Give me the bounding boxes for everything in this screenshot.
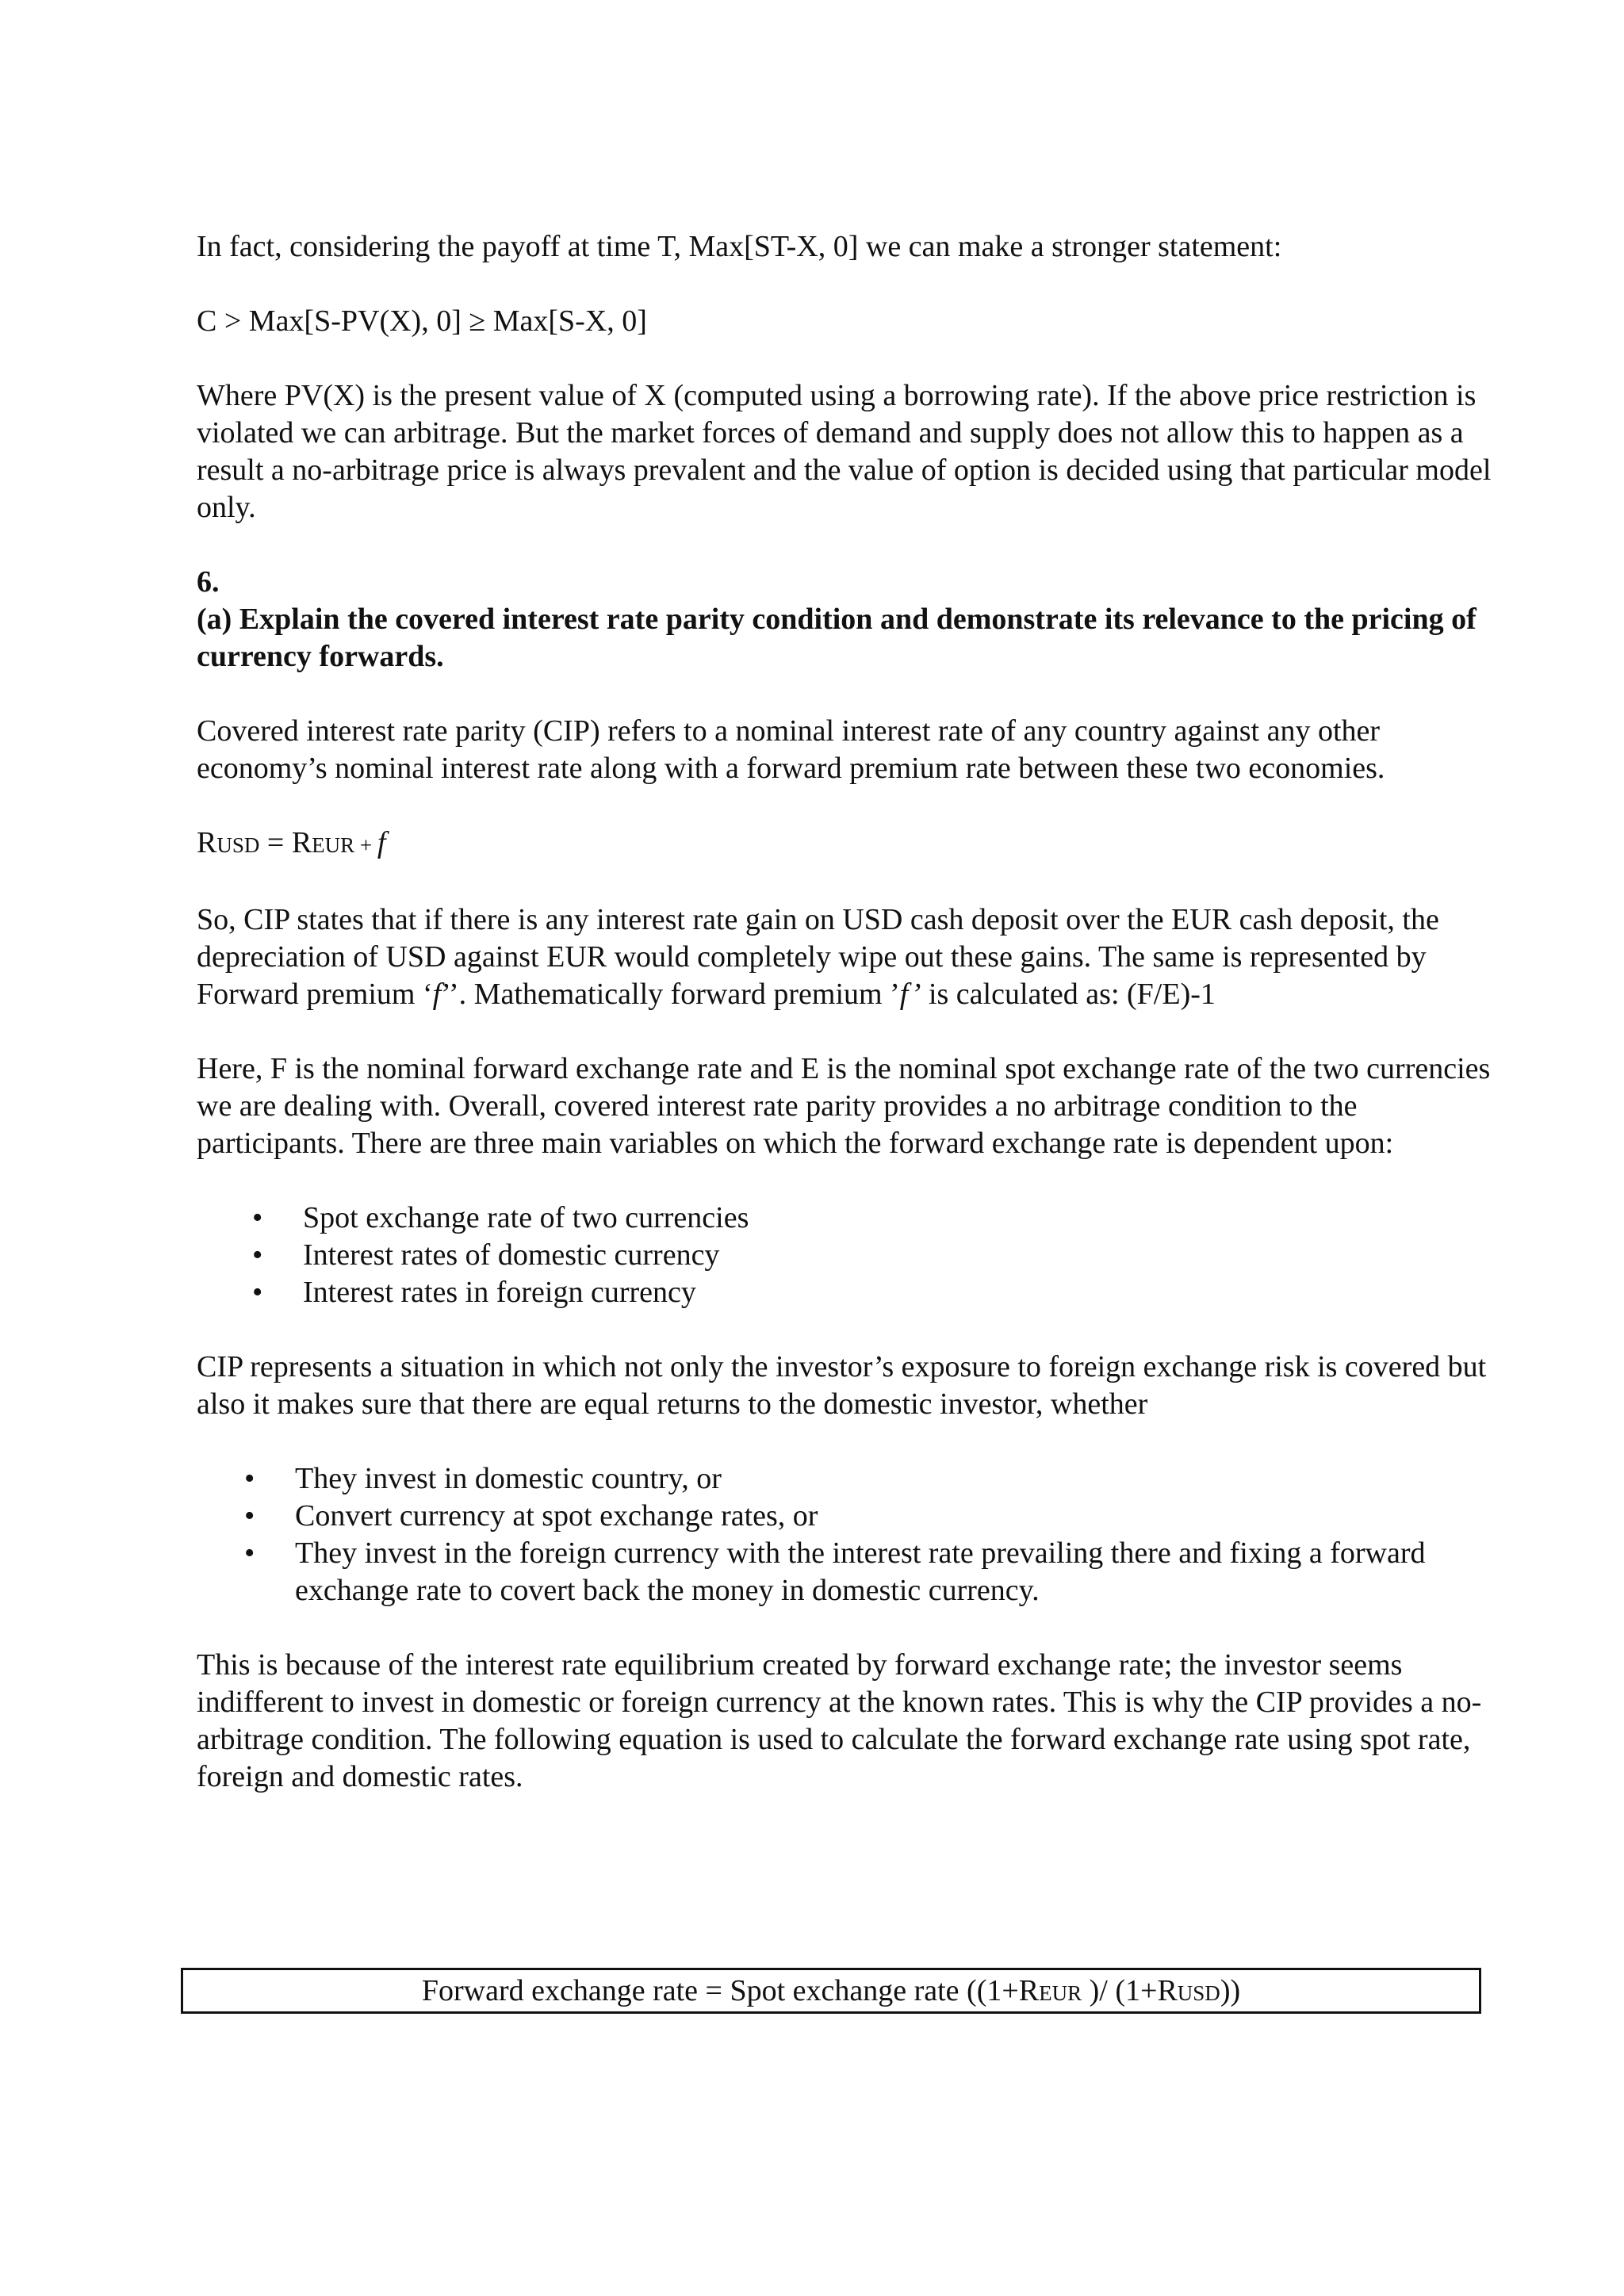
p5-f2: f’	[899, 978, 921, 1011]
paragraph-cip-situation: CIP represents a situation in which not only the investor’s exposure to foreign exchange risk is covered but also it makes sure that there are equal returns to the domestic investor, whether	[197, 1350, 1487, 1421]
list-item	[197, 1200, 1497, 1237]
bullet-icon: •	[244, 1462, 255, 1495]
list-item	[197, 1237, 1497, 1274]
forward-rate-formula-box	[181, 1968, 1481, 2014]
eq-f: f	[377, 826, 386, 859]
formula-sub-usd: USD	[1177, 1981, 1220, 2005]
question-heading: (a) Explain the covered interest rate parity condition and demonstrate its relevance to the pricing of currency forwards.	[197, 603, 1477, 673]
variables-list	[197, 1200, 1497, 1311]
bullet-icon: •	[244, 1536, 255, 1570]
bullet-icon: •	[244, 1499, 255, 1533]
eq-equals: =	[259, 826, 292, 859]
p5-part2: ’’. Mathematically forward premium ’	[441, 978, 900, 1011]
list-item	[197, 1460, 1497, 1498]
document-page	[197, 228, 1497, 1833]
equation-cip	[197, 825, 1497, 864]
eq-plus: +	[354, 833, 377, 857]
bullet-icon: •	[252, 1276, 263, 1309]
list-item-text: Interest rates in foreign currency	[303, 1276, 696, 1309]
list-item-text: Convert currency at spot exchange rates, or	[295, 1499, 818, 1533]
paragraph-payoff: In fact, considering the payoff at time T, Max[ST-X, 0] we can make a stronger statement:	[197, 230, 1282, 263]
paragraph-cip-states	[197, 901, 1497, 1013]
list-item-text: Spot exchange rate of two currencies	[303, 1201, 749, 1234]
eq-rhs-base: R	[291, 826, 312, 859]
p5-part3: is calculated as: (F/E)-1	[921, 978, 1216, 1011]
formula-part2: )/ (1+R	[1082, 1974, 1178, 2007]
list-item	[197, 1274, 1497, 1311]
inequality-formula: C > Max[S-PV(X), 0] ≥ Max[S-X, 0]	[197, 304, 647, 338]
formula-part1: Forward exchange rate = Spot exchange rate ((1+R	[421, 1974, 1040, 2007]
list-item-text: They invest in the foreign currency with the interest rate prevailing there and fixing a forward exchange rate to covert back the money in domestic currency.	[295, 1536, 1426, 1607]
formula-sub-eur: EUR	[1039, 1981, 1082, 2005]
list-item	[197, 1535, 1497, 1609]
paragraph-present-value: Where PV(X) is the present value of X (computed using a borrowing rate). If the above price restriction is violated we can arbitrage. But the market forces of demand and supply does not allow this to happen as a result a no-arbitrage price is always prevalent and the value of option is decided using that particular model only.	[197, 379, 1492, 524]
list-item-text: Interest rates of domestic currency	[303, 1238, 720, 1272]
p5-part1: So, CIP states that if there is any interest rate gain on USD cash deposit over the EUR cash deposit, the depreciation of USD against EUR would completely wipe out these gains. The same is represented by Forward premium ‘	[197, 903, 1439, 1011]
investor-options-list	[197, 1460, 1497, 1609]
paragraph-cip-definition: Covered interest rate parity (CIP) refers to a nominal interest rate of any country against any other economy’s nominal interest rate along with a forward premium rate between these two economies.	[197, 714, 1385, 785]
paragraph-variables: Here, F is the nominal forward exchange rate and E is the nominal spot exchange rate of the two currencies we are dealing with. Overall, covered interest rate parity provides a no arbitrage condition to the participants. There are three main variables on which the forward exchange rate is dependent upon:	[197, 1052, 1491, 1160]
bullet-icon: •	[252, 1201, 263, 1234]
eq-rhs-sub: EUR	[312, 833, 355, 857]
list-item	[197, 1498, 1497, 1535]
formula-part3: ))	[1220, 1974, 1241, 2007]
bullet-icon: •	[252, 1238, 263, 1272]
eq-lhs-sub: USD	[216, 833, 260, 857]
eq-lhs-base: R	[197, 826, 217, 859]
p5-f1: f	[432, 978, 442, 1011]
paragraph-equilibrium: This is because of the interest rate equilibrium created by forward exchange rate; the investor seems indifferent to invest in domestic or foreign currency at the known rates. This is why the CIP provides a no-arbitrage condition. The following equation is used to calculate the forward exchange rate using spot rate, foreign and domestic rates.	[197, 1648, 1482, 1793]
list-item-text: They invest in domestic country, or	[295, 1462, 722, 1495]
question-number: 6.	[197, 565, 220, 599]
